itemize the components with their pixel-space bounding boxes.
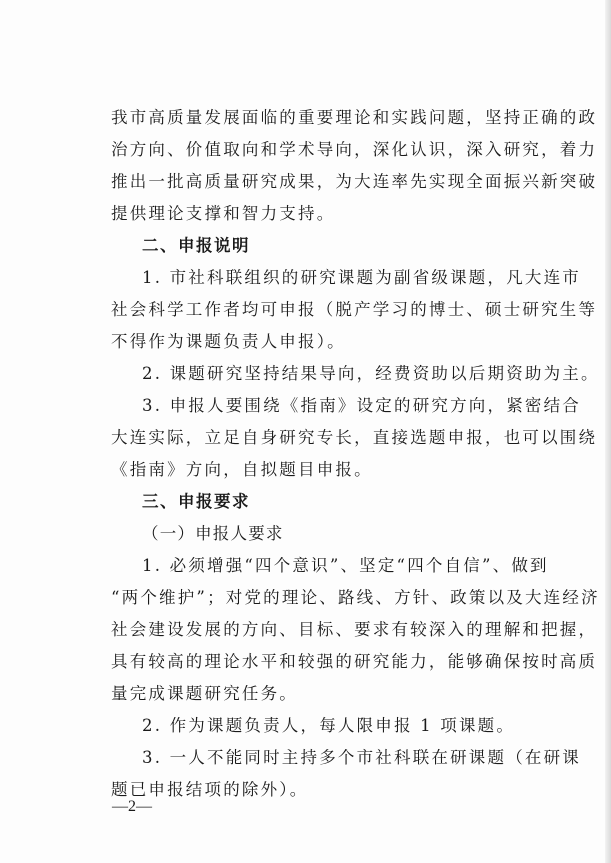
- scan-edge: [605, 0, 611, 863]
- body-line-10: 3. 申报人要围绕《指南》设定的研究方向，紧密结合: [142, 396, 581, 415]
- body-line-6: 1. 市社科联组织的研究课题为副省级课题，凡大连市: [142, 268, 581, 287]
- body-line-1: 我市高质量发展面临的重要理论和实践问题，坚持正确的政: [111, 108, 598, 127]
- body-line-19: 量完成课题研究任务。: [111, 684, 298, 703]
- body-line-20: 2. 作为课题负责人，每人限申报 1 项课题。: [142, 716, 516, 735]
- body-line-9: 2. 课题研究坚持结果导向，经费资助以后期资助为主。: [142, 364, 600, 383]
- body-line-2: 治方向、价值取向和学术导向，深化认识，深入研究，着力: [111, 140, 598, 159]
- page-number: —2—: [112, 798, 152, 815]
- section-heading-3: 三、申报要求: [142, 492, 250, 511]
- section-heading-2: 二、申报说明: [142, 236, 250, 255]
- body-line-16: “两个维护”；对党的理论、路线、方针、政策以及大连经济: [111, 588, 600, 607]
- body-line-15: 1. 必须增强“四个意识”、坚定“四个自信”、做到: [142, 556, 549, 575]
- body-line-3: 推出一批高质量研究成果，为大连率先实现全面振兴新突破: [111, 172, 598, 191]
- body-line-17: 社会建设发展的方向、目标、要求有较深入的理解和把握，: [111, 620, 598, 639]
- body-line-11: 大连实际，立足自身研究专长，直接选题申报，也可以围绕: [111, 428, 598, 447]
- body-line-18: 具有较高的理论水平和较强的研究能力，能够确保按时高质: [111, 652, 598, 671]
- body-line-4: 提供理论支撑和智力支持。: [111, 204, 336, 223]
- body-line-12: 《指南》方向，自拟题目申报。: [111, 460, 373, 479]
- subsection-heading-1: （一）申报人要求: [142, 524, 284, 543]
- body-line-21: 3. 一人不能同时主持多个市社科联在研课题（在研课: [142, 748, 581, 767]
- body-line-22: 题已申报结项的除外）。: [111, 780, 309, 799]
- body-line-8: 不得作为课题负责人申报）。: [111, 332, 346, 351]
- body-line-7: 社会科学工作者均可申报（脱产学习的博士、硕士研究生等: [111, 300, 598, 319]
